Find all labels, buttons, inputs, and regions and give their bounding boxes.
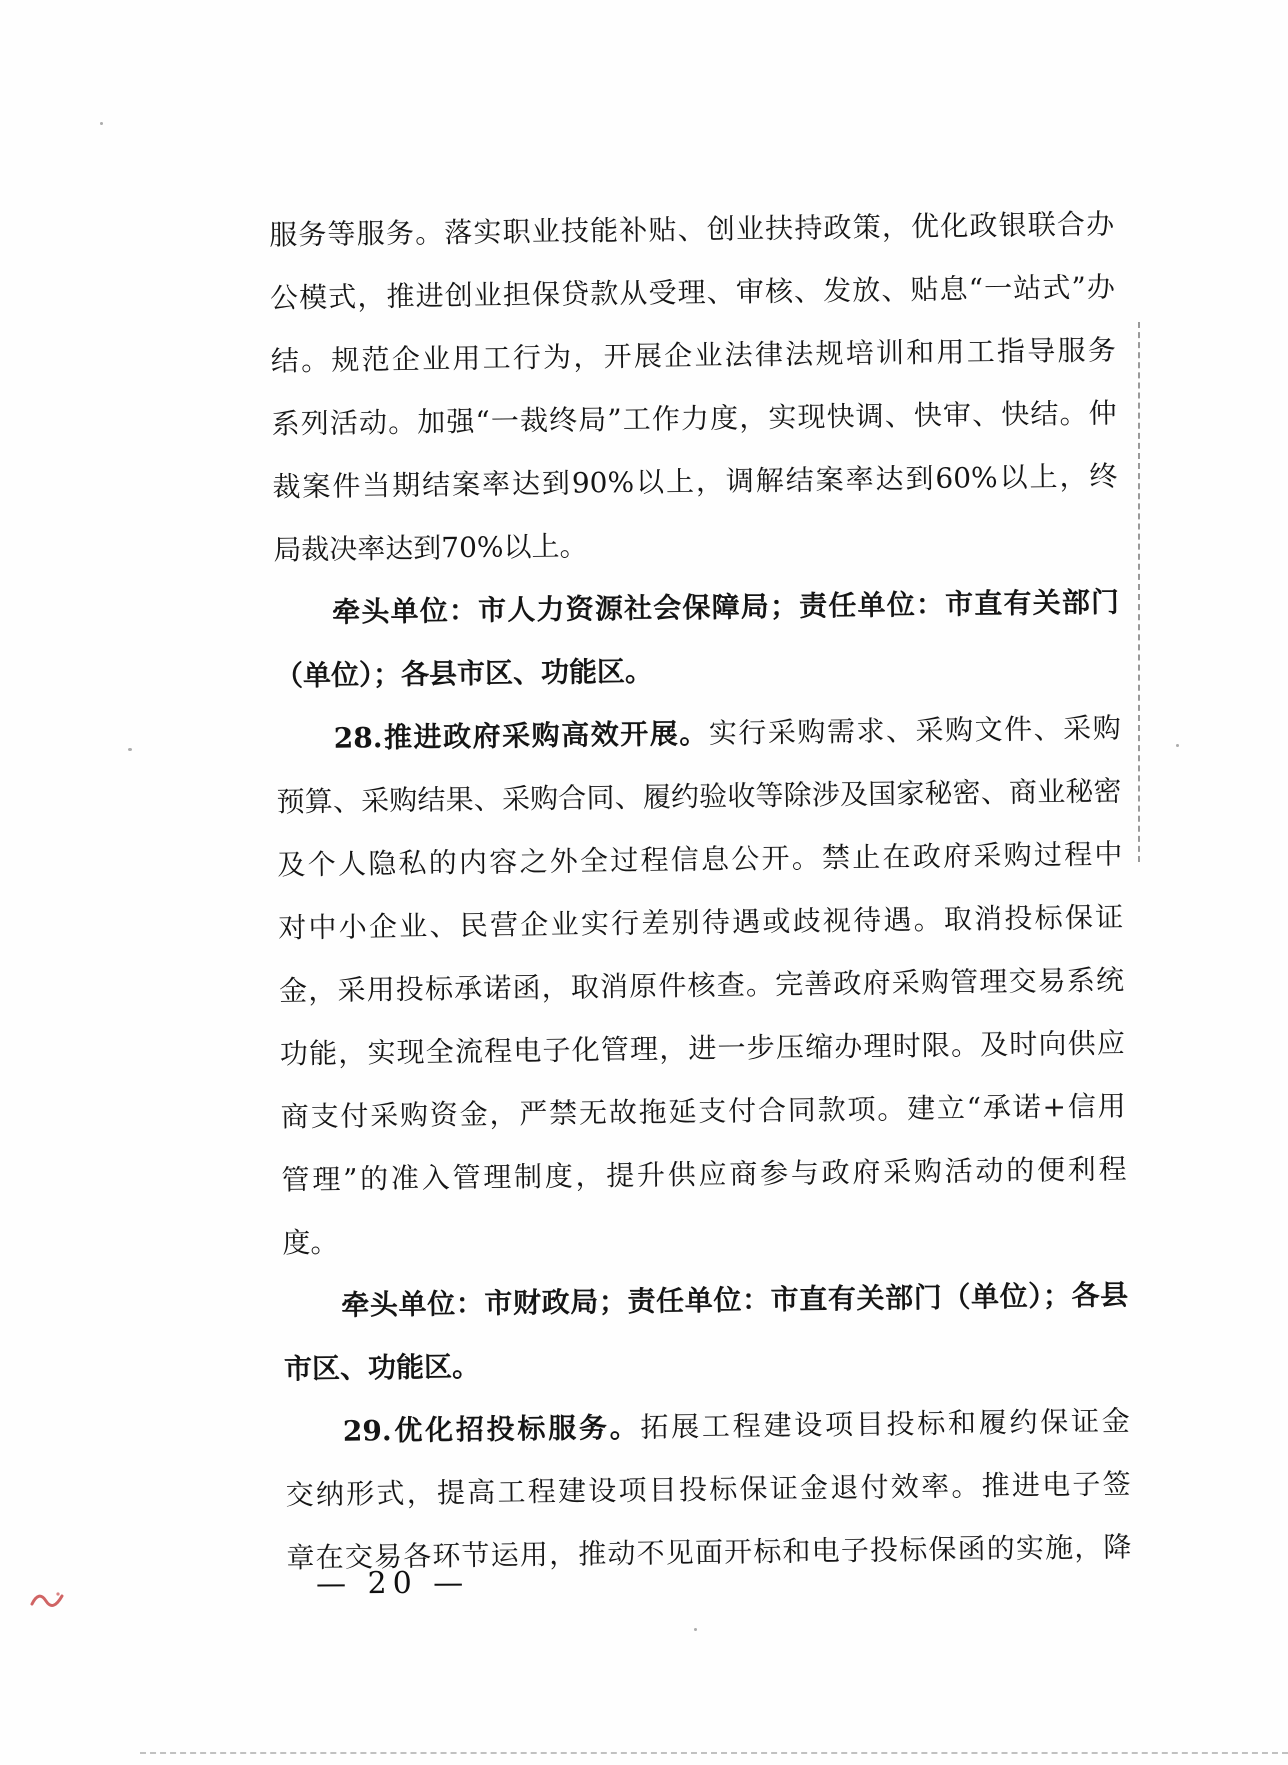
text-segment: 公模式，推进创业担保贷款从受理、审核、发放、贴息“一站式”办 xyxy=(269,270,1116,315)
text-segment: 章在交易各环节运用，推动不见面开标和电子投标保函的实施，降 xyxy=(286,1530,1132,1575)
bold-text-segment: 牵头单位：市人力资源社会保障局；责任单位：市直有关部门 xyxy=(331,585,1120,629)
text-segment: 对中小企业、民营企业实行差别待遇或歧视待遇。取消投标保证 xyxy=(278,900,1124,945)
text-line xyxy=(274,570,1120,644)
right-margin-fold-line xyxy=(1138,322,1140,862)
text-line xyxy=(284,1326,1130,1400)
text-line xyxy=(278,885,1124,959)
text-line xyxy=(279,948,1125,1022)
text-line xyxy=(282,1200,1128,1274)
text-segment: 功能，实现全流程电子化管理，进一步压缩办理时限。及时向供应 xyxy=(279,1026,1126,1071)
text-line xyxy=(271,382,1117,456)
text-segment: 服务等服务。落实职业技能补贴、创业扶持政策，优化政银联合办 xyxy=(268,207,1115,252)
scan-speckle xyxy=(128,748,132,751)
text-segment: 结。规范企业用工行为，开展企业法律法规培训和用工指导服务 xyxy=(270,333,1116,378)
text-segment: 系列活动。加强“一裁终局”工作力度，实现快调、快审、快结。仲 xyxy=(271,396,1117,441)
text-segment: 金，采用投标承诺函，取消原件核查。完善政府采购管理交易系统 xyxy=(278,963,1125,1008)
bold-text-segment: 28.推进政府采购高效开展。 xyxy=(333,716,710,755)
text-line xyxy=(275,696,1121,770)
bold-text-segment: 牵头单位：市财政局；责任单位：市直有关部门（单位）；各县 xyxy=(340,1278,1129,1322)
text-segment: 管理”的准入管理制度，提升供应商参与政府采购活动的便利程 xyxy=(281,1152,1127,1197)
bottom-scan-edge-line xyxy=(140,1752,1288,1754)
text-line xyxy=(270,319,1116,393)
text-segment: 商支付采购资金，严禁无故拖延支付合同款项。建立“承诺+信用 xyxy=(280,1089,1126,1134)
text-line xyxy=(272,444,1118,518)
text-segment: 裁案件当期结案率达到90%以上，调解结案率达到60%以上，终 xyxy=(272,459,1118,504)
page-number: — 20 — xyxy=(315,1565,470,1602)
red-pen-mark xyxy=(28,1584,72,1612)
scan-speckle xyxy=(694,1628,697,1631)
document-text-block xyxy=(269,193,1132,1590)
scan-speckle xyxy=(100,122,103,125)
text-line xyxy=(269,193,1115,267)
text-line xyxy=(279,1011,1125,1085)
text-line xyxy=(273,507,1119,581)
text-line xyxy=(270,256,1116,330)
scan-speckle xyxy=(1176,744,1179,747)
bold-text-segment: （单位）；各县市区、功能区。 xyxy=(274,654,654,693)
text-line xyxy=(280,1074,1126,1148)
text-segment: 拓展工程建设项目投标和履约保证金 xyxy=(640,1404,1131,1444)
text-segment: 实行采购需求、采购文件、采购 xyxy=(708,711,1121,750)
text-line xyxy=(281,1137,1127,1211)
text-segment: 及个人隐私的内容之外全过程信息公开。禁止在政府采购过程中 xyxy=(277,837,1123,882)
text-line xyxy=(276,759,1122,833)
text-segment: 度。 xyxy=(282,1225,339,1260)
text-line xyxy=(277,822,1123,896)
text-segment: 交纳形式，提高工程建设项目投标保证金退付效率。推进电子签 xyxy=(285,1467,1131,1512)
text-line xyxy=(283,1263,1129,1337)
bold-text-segment: 市区、功能区。 xyxy=(283,1349,481,1386)
text-segment: 预算、采购结果、采购合同、履约验收等除涉及国家秘密、商业秘密 xyxy=(276,774,1122,819)
text-line xyxy=(285,1452,1131,1526)
text-line xyxy=(284,1389,1130,1463)
bold-text-segment: 29.优化招投标服务。 xyxy=(342,1410,641,1448)
text-line xyxy=(275,633,1121,707)
text-segment: 局裁决率达到70%以上。 xyxy=(273,529,588,567)
